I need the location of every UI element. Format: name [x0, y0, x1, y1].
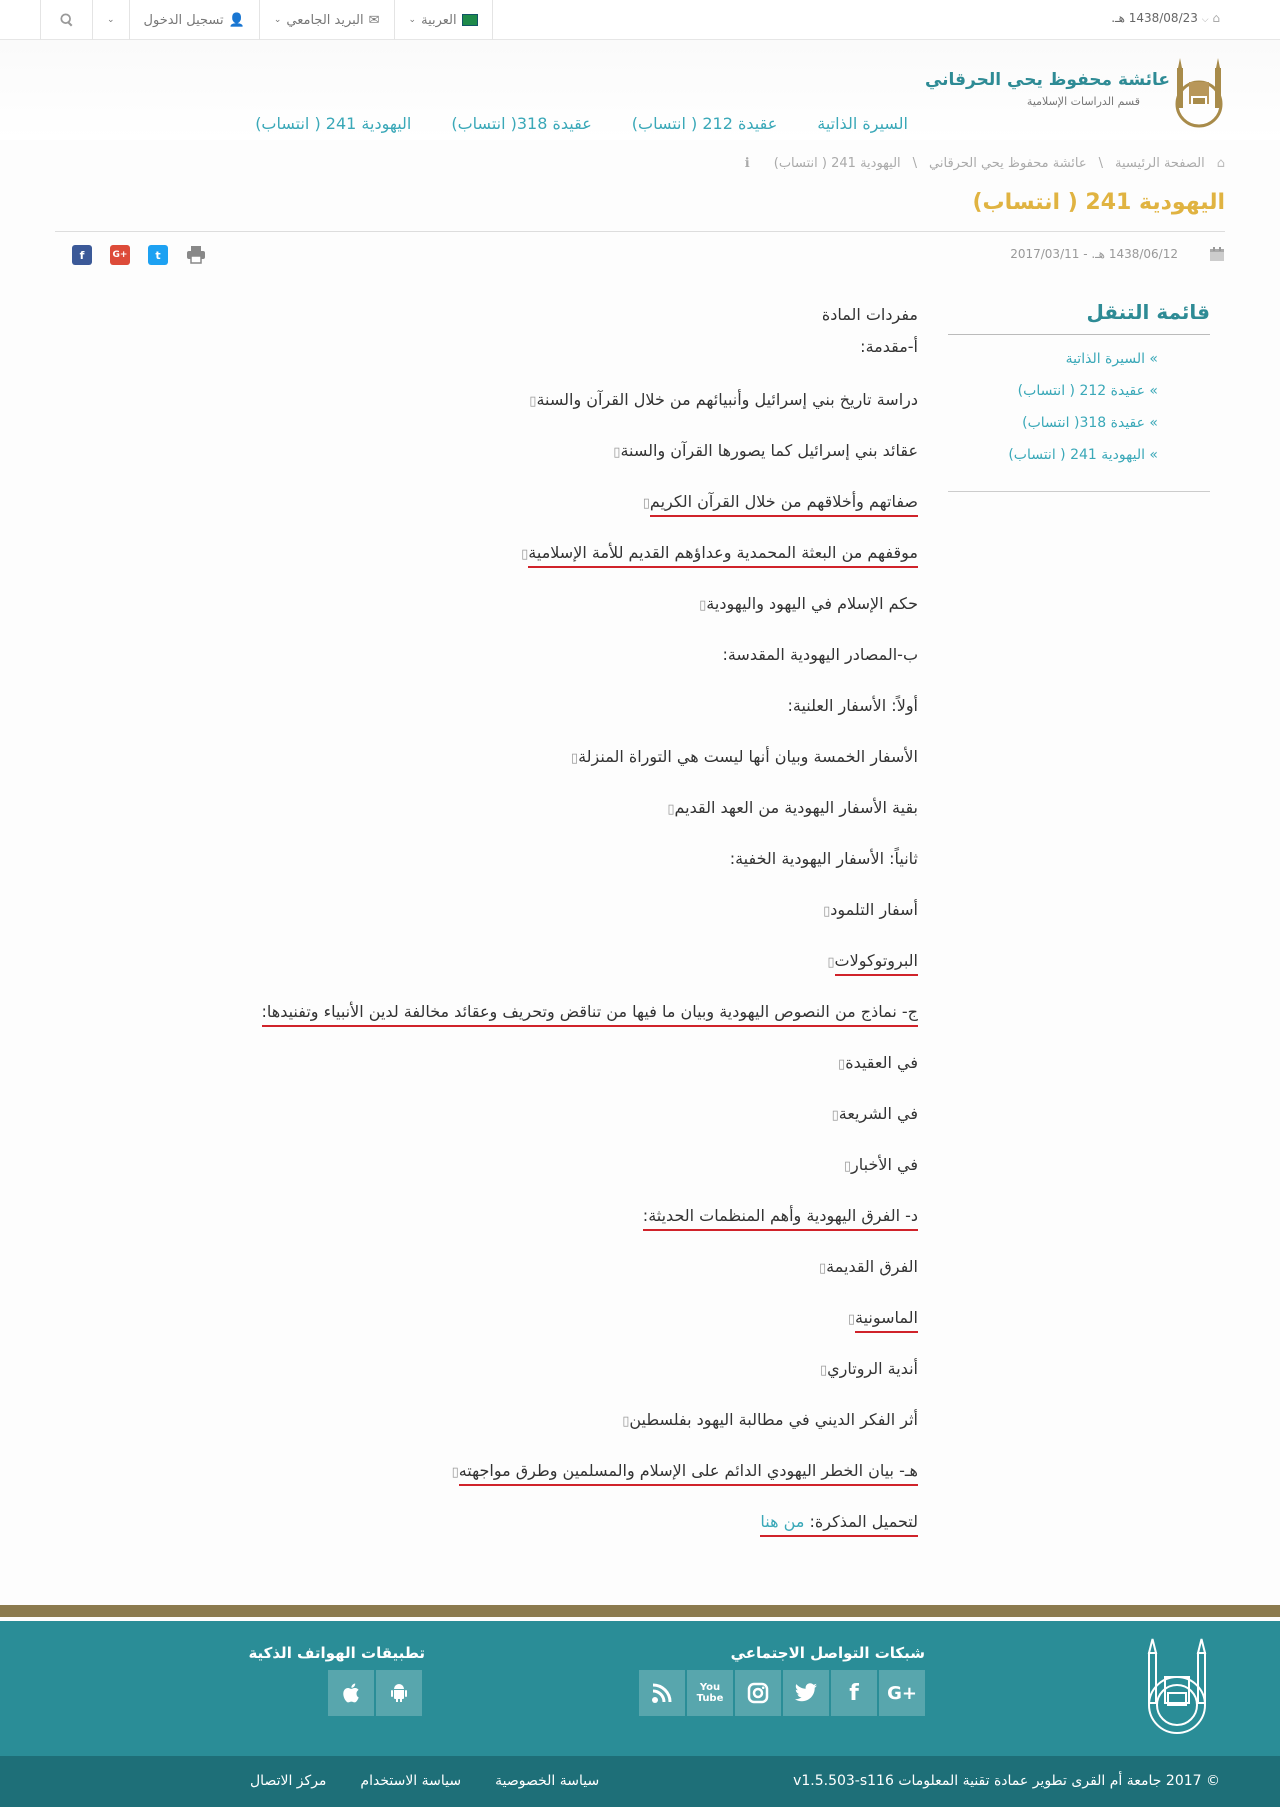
- paragraph: أ-مقدمة:: [860, 337, 918, 356]
- paragraph: ج- نماذج من النصوص اليهودية وبيان ما فيها من تناقض وتحريف وعقائد مخالفة لدين الأنبياء وتفنيدها:: [262, 1002, 919, 1021]
- list-item: أثر الفكر الديني في مطالبة اليهود بفلسطين▯: [622, 1410, 918, 1429]
- breadcrumb-parent[interactable]: عائشة محفوظ يحي الحرقاني: [929, 156, 1087, 171]
- nav-item-aqeeda-212[interactable]: عقيدة 212 ( انتساب): [631, 114, 778, 133]
- list-item: موقفهم من البعثة المحمدية وعداؤهم القديم للأمة الإسلامية▯: [521, 543, 918, 562]
- contact-center-link[interactable]: مركز الاتصال: [250, 1773, 327, 1789]
- department-name: قسم الدراسات الإسلامية: [1026, 95, 1140, 108]
- nav-item-judaism-241[interactable]: اليهودية 241 ( انتساب): [255, 114, 412, 133]
- download-link[interactable]: من هنا: [760, 1512, 805, 1531]
- sidebar-divider: [948, 491, 1210, 492]
- sidebar-item-judaism-241[interactable]: » اليهودية 241 ( انتساب): [1008, 447, 1158, 463]
- search-icon: [60, 13, 74, 27]
- bullet-glyph: ▯: [847, 1312, 856, 1327]
- instagram-icon[interactable]: [735, 1670, 781, 1716]
- breadcrumb-separator: \: [1098, 156, 1104, 171]
- list-item: عقائد بني إسرائيل كما يصورها القرآن والسنة▯: [613, 441, 918, 460]
- bullet-glyph: ▯: [823, 904, 831, 919]
- list-item: صفاتهم وأخلاقهم من خلال القرآن الكريم▯: [643, 492, 918, 511]
- email-dropdown[interactable]: ✉ البريد الجامعي ⌄: [260, 0, 395, 40]
- breadcrumb: [745, 156, 1225, 171]
- twitter-icon[interactable]: t: [148, 245, 168, 265]
- social-links: [638, 1670, 925, 1716]
- chevron-down-icon: ⌄: [408, 15, 417, 25]
- print-icon[interactable]: [186, 245, 206, 265]
- twitter-icon[interactable]: [783, 1670, 829, 1716]
- language-dropdown[interactable]: العربية ⌄: [395, 0, 493, 40]
- page-title: اليهودية 241 ( انتساب): [972, 190, 1225, 215]
- paragraph: ب-المصادر اليهودية المقدسة:: [722, 645, 918, 664]
- bullet-glyph: ▯: [570, 751, 579, 766]
- chevron-down-icon: ⌄: [107, 15, 115, 25]
- nav-item-aqeeda-318[interactable]: عقيدة 318( انتساب): [451, 114, 592, 133]
- bullet-glyph: ▯: [521, 547, 529, 562]
- info-icon: ℹ: [744, 156, 750, 171]
- paragraph: د- الفرق اليهودية وأهم المنظمات الحديثة:: [643, 1206, 918, 1225]
- list-item: الماسونية▯: [848, 1308, 918, 1327]
- hijri-date[interactable]: ⌂ ⌵ 1438/08/23 هـ.: [1111, 11, 1220, 25]
- footer: [0, 1621, 1280, 1756]
- list-item: الأسفار الخمسة وبيان أنها ليست هي التوراة المنزلة▯: [570, 747, 918, 766]
- list-item: في الأخبار▯: [843, 1155, 918, 1174]
- bullet-glyph: ▯: [622, 1414, 630, 1429]
- bullet-glyph: ▯: [819, 1363, 828, 1378]
- chevron-down-icon: ⌵: [1201, 15, 1209, 25]
- list-item: في العقيدة▯: [838, 1053, 918, 1072]
- login-link[interactable]: 👤 تسجيل الدخول: [130, 0, 260, 40]
- android-icon[interactable]: [376, 1670, 422, 1716]
- sidebar-item-aqeeda-318[interactable]: » عقيدة 318( انتساب): [1022, 415, 1158, 431]
- home-icon[interactable]: ⌂: [1216, 156, 1225, 171]
- bullet-glyph: ▯: [699, 598, 707, 613]
- list-item: أندية الروتاري▯: [819, 1359, 918, 1378]
- list-item: حكم الإسلام في اليهود واليهودية▯: [699, 594, 918, 613]
- list-item: بقية الأسفار اليهودية من العهد القديم▯: [667, 798, 918, 817]
- sidebar-nav: [948, 300, 1210, 492]
- social-title: شبكات التواصل الاجتماعي: [730, 1644, 925, 1662]
- bullet-glyph: ▯: [451, 1465, 459, 1480]
- youtube-icon[interactable]: You Tube: [687, 1670, 733, 1716]
- bullet-glyph: ▯: [613, 445, 621, 460]
- main-nav: [255, 114, 908, 133]
- google-plus-icon[interactable]: G+: [879, 1670, 925, 1716]
- bullet-glyph: ▯: [529, 394, 537, 409]
- list-item: في الشريعة▯: [831, 1104, 918, 1123]
- university-logo[interactable]: [1144, 1633, 1210, 1741]
- download-line: لتحميل المذكرة: من هنا: [760, 1512, 918, 1531]
- sidebar-item-aqeeda-212[interactable]: » عقيدة 212 ( انتساب): [1017, 383, 1158, 399]
- site-title[interactable]: [925, 70, 1170, 108]
- facebook-icon[interactable]: f: [831, 1670, 877, 1716]
- footer-links: [250, 1773, 599, 1789]
- list-item: الفرق القديمة▯: [819, 1257, 918, 1276]
- bullet-glyph: ▯: [838, 1057, 846, 1072]
- login-button[interactable]: [93, 0, 130, 40]
- chevron-down-icon: ⌄: [273, 15, 282, 25]
- bullet-glyph: ▯: [827, 955, 835, 970]
- facebook-icon[interactable]: f: [72, 245, 92, 265]
- copyright: © 2017 جامعة أم القرى تطوير عمادة تقنية المعلومات v1.5.503-s116: [793, 1773, 1220, 1789]
- home-icon[interactable]: ⌂: [1212, 11, 1220, 25]
- title-divider: [55, 231, 1225, 232]
- rss-icon[interactable]: [639, 1670, 685, 1716]
- bullet-glyph: ▯: [831, 1108, 839, 1123]
- list-item: أسفار التلمود▯: [823, 900, 918, 919]
- publish-date: 1438/06/12 هـ. - 2017/03/11: [1010, 247, 1178, 261]
- footer-bottom-bar: [0, 1756, 1280, 1807]
- top-tools: [40, 0, 493, 40]
- list-item: دراسة تاريخ بني إسرائيل وأنبيائهم من خلال القرآن والسنة▯: [529, 390, 918, 409]
- paragraph: مفردات المادة: [821, 305, 918, 324]
- university-logo[interactable]: [1173, 50, 1225, 130]
- bullet-glyph: ▯: [819, 1261, 827, 1276]
- calendar-icon: [1209, 246, 1225, 262]
- bullet-glyph: ▯: [843, 1159, 852, 1174]
- breadcrumb-current: اليهودية 241 ( انتساب): [773, 156, 901, 171]
- footer-accent-strip: [0, 1605, 1280, 1617]
- paragraph: أولاً: الأسفار العلنية:: [787, 696, 918, 715]
- search-button[interactable]: [41, 0, 93, 40]
- app-links: [327, 1670, 422, 1716]
- bullet-glyph: ▯: [642, 496, 650, 511]
- envelope-icon: ✉: [368, 12, 380, 28]
- nav-item-cv[interactable]: السيرة الذاتية: [817, 114, 908, 133]
- flag-icon: [462, 14, 478, 26]
- sidebar-item-cv[interactable]: » السيرة الذاتية: [1065, 351, 1158, 367]
- user-icon: 👤: [228, 12, 245, 28]
- sidebar-title: قائمة التنقل: [948, 300, 1210, 335]
- terms-of-use-link[interactable]: سياسة الاستخدام: [360, 1773, 462, 1789]
- google-plus-icon[interactable]: G+: [110, 245, 130, 265]
- paragraph: ثانياً: الأسفار اليهودية الخفية:: [729, 849, 918, 868]
- privacy-policy-link[interactable]: سياسة الخصوصية: [495, 1773, 600, 1789]
- top-bar: [0, 0, 1280, 40]
- apple-icon[interactable]: [328, 1670, 374, 1716]
- site-name[interactable]: عائشة محفوظ يحي الحرقاني: [924, 70, 1170, 90]
- share-bar: [72, 245, 206, 265]
- apps-title: تطبيقات الهواتف الذكية: [248, 1644, 425, 1662]
- site-header: [0, 40, 1280, 140]
- list-item: البروتوكولات▯: [827, 951, 918, 970]
- breadcrumb-home[interactable]: الصفحة الرئيسية: [1115, 156, 1205, 171]
- paragraph: هـ- بيان الخطر اليهودي الدائم على الإسلام والمسلمين وطرق مواجهته▯: [452, 1461, 918, 1480]
- bullet-glyph: ▯: [667, 802, 675, 817]
- breadcrumb-separator: \: [912, 156, 918, 171]
